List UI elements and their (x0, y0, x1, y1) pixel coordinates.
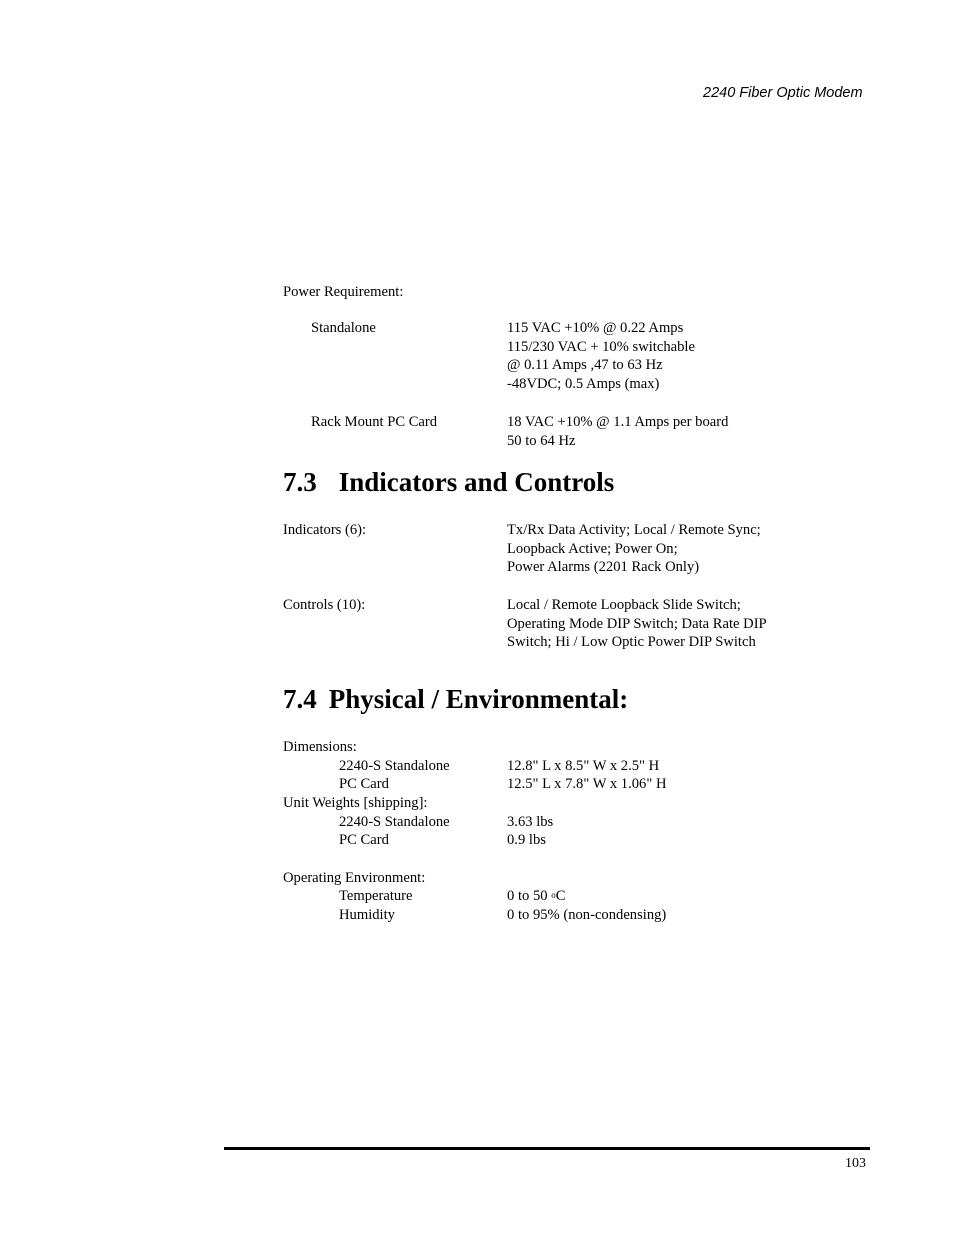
dimensions-row-label: 2240-S Standalone (339, 758, 450, 774)
section-7-4-heading (283, 684, 628, 715)
footer-rule (224, 1147, 870, 1150)
dimensions-row-value: 12.5" L x 7.8" W x 1.06" H (507, 776, 667, 792)
degree-symbol: o (551, 890, 556, 900)
page-number: 103 (845, 1156, 866, 1171)
indicators-label: Indicators (6): (283, 522, 367, 538)
standalone-values (507, 319, 695, 393)
rack-mount-line: 18 VAC +10% @ 1.1 Amps per board (507, 414, 729, 430)
dimensions-row-label: PC Card (339, 776, 389, 792)
humidity-label: Humidity (339, 907, 395, 923)
controls-label: Controls (10): (283, 597, 366, 613)
section-number: 7.3 (283, 467, 317, 497)
section-number: 7.4 (283, 684, 317, 714)
running-header: 2240 Fiber Optic Modem (703, 85, 863, 101)
indicators-line: Loopback Active; Power On; (507, 540, 678, 557)
controls-values (507, 596, 767, 652)
standalone-line: 115/230 VAC + 10% switchable (507, 338, 695, 355)
temperature-value: 0 to 50 $^o$C (507, 888, 566, 904)
dimensions-row-value: 12.8" L x 8.5" W x 2.5" H (507, 758, 660, 774)
standalone-line: -48VDC; 0.5 Amps (max) (507, 375, 660, 392)
standalone-line: @ 0.11 Amps ,47 to 63 Hz (507, 357, 663, 373)
humidity-value: 0 to 95% (non-condensing) (507, 907, 667, 923)
controls-line: Operating Mode DIP Switch; Data Rate DIP (507, 615, 767, 632)
section-7-3-heading (283, 467, 614, 498)
standalone-line: 115 VAC +10% @ 0.22 Amps (507, 320, 684, 336)
controls-line: Local / Remote Loopback Slide Switch; (507, 597, 741, 613)
weight-row-value: 0.9 lbs (507, 832, 546, 848)
weight-row-label: 2240-S Standalone (339, 814, 450, 830)
unit-weights-label: Unit Weights [shipping]: (283, 795, 428, 811)
section-title: Physical / Environmental: (328, 684, 629, 714)
temperature-label: Temperature (339, 888, 413, 904)
section-title: Indicators and Controls (338, 467, 615, 497)
indicators-values (507, 521, 761, 577)
weight-row-label: PC Card (339, 832, 389, 848)
operating-environment-label: Operating Environment: (283, 870, 426, 886)
indicators-line: Power Alarms (2201 Rack Only) (507, 559, 700, 575)
rack-mount-line: 50 to 64 Hz (507, 432, 576, 449)
standalone-label: Standalone (311, 320, 376, 336)
weight-row-value: 3.63 lbs (507, 814, 554, 830)
controls-line: Switch; Hi / Low Optic Power DIP Switch (507, 634, 756, 650)
dimensions-label: Dimensions: (283, 739, 357, 755)
rack-mount-values (507, 413, 728, 450)
indicators-line: Tx/Rx Data Activity; Local / Remote Sync; (507, 522, 761, 538)
rack-mount-label: Rack Mount PC Card (311, 414, 438, 430)
power-requirement-label: Power Requirement: (283, 284, 404, 300)
